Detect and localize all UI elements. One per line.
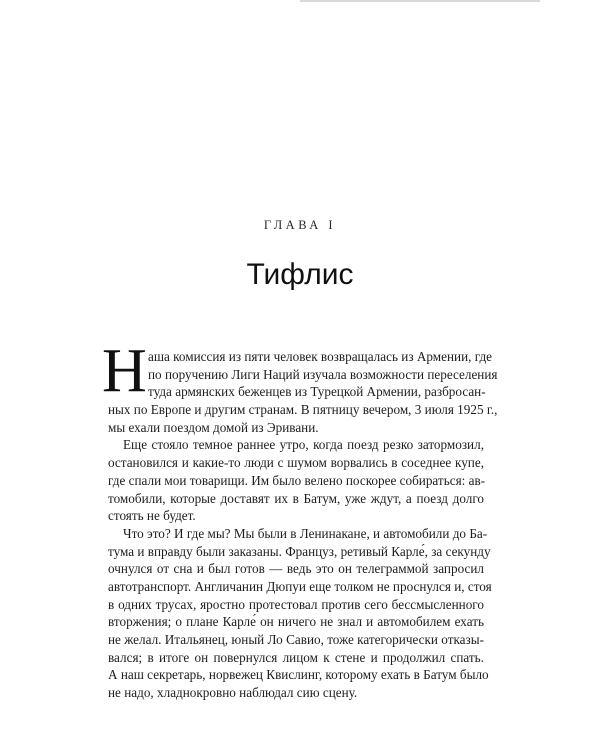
drop-cap: Н xyxy=(102,337,147,405)
text-line: томобили, которые доставят их в Батум, уже ждут, а поезд долго xyxy=(108,490,484,506)
text-line: Что это? И где мы? Мы были в Ленинакане, и автомобили до Ба- xyxy=(123,525,488,541)
text-line: туда армянских беженцев из Турецкой Армении, разбросан- xyxy=(148,384,486,400)
text-line: ных по Европе и другим странам. В пятницу вечером, 3 июля 1925 г., xyxy=(108,402,498,418)
text-line: Еще стояло темное раннее утро, когда поезд резко затормозил, xyxy=(123,437,484,453)
text-line: аша комиссия из пяти человек возвращалась из Армении, где xyxy=(148,349,493,364)
text-line: в одних трусах, яростно протестовал против сего бессмысленного xyxy=(108,596,484,612)
text-line: по поручению Лиги Наций изучала возможности переселения xyxy=(148,366,498,382)
text-line: мы ехали поездом домой из Эривани. xyxy=(108,419,319,435)
text-line: вался; в итоге он повернулся лицом к стене и продолжил спать. xyxy=(108,649,484,665)
text-line: не желал. Итальянец, юный Ло Савио, тоже категорически отказы- xyxy=(108,632,484,647)
text-line: остановился и какие-то люди с шумом ворвались в соседнее купе, xyxy=(108,455,484,471)
body-text xyxy=(102,337,498,702)
text-line: А наш секретарь, норвежец Квислинг, которому ехать в Батум было xyxy=(108,667,489,683)
top-edge-rule xyxy=(300,0,540,2)
text-line: вторжения; о плане Карле́ он ничего не знал и автомобилем ехать xyxy=(108,614,484,630)
text-line: не надо, хладнокровно наблюдал сию сцену. xyxy=(108,685,358,701)
chapter-title: Тифлис xyxy=(246,258,354,291)
chapter-label: ГЛАВА I xyxy=(263,218,337,232)
text-line: тума и вправду были заказаны. Француз, ретивый Карле́, за секунду xyxy=(108,543,491,559)
text-line: автотранспорт. Англичанин Дюпуи еще толком не проснулся и, стоя xyxy=(108,578,492,594)
text-line: где спали мои товарищи. Им было велено поскорее собираться: ав- xyxy=(108,472,486,488)
text-line: стоять не будет. xyxy=(108,508,196,524)
text-line: очнулся от сна и был готов — ведь это он телеграммой запросил xyxy=(108,561,484,577)
